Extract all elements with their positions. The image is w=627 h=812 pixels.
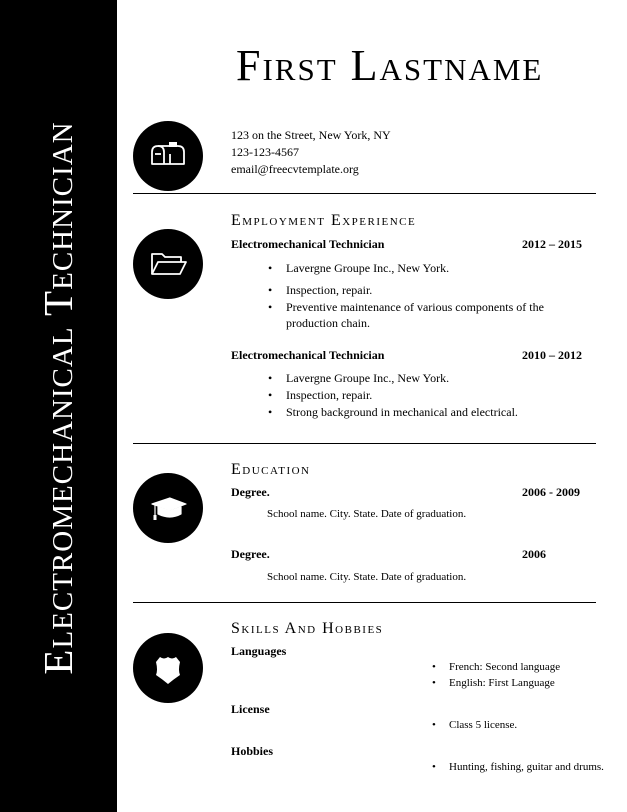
list-item: • English: First Language xyxy=(432,675,560,691)
education-degree: Degree. xyxy=(231,485,270,499)
shield-icon xyxy=(133,633,203,703)
divider xyxy=(133,443,596,444)
education-dates: 2006 - 2009 xyxy=(522,485,580,499)
list-item: • Strong background in mechanical and electrical. xyxy=(268,404,578,420)
page-title: First Lastname xyxy=(236,41,544,90)
divider xyxy=(133,602,596,603)
education-school: School name. City. State. Date of graduation. xyxy=(267,571,467,583)
job-details xyxy=(268,370,578,421)
skills-heading: Skills And Hobbies xyxy=(231,620,384,637)
education-heading: Education xyxy=(231,461,311,478)
mailbox-icon xyxy=(133,121,203,191)
contact-info xyxy=(231,127,391,178)
graduation-cap-icon xyxy=(133,473,203,543)
list-item: • Lavergne Groupe Inc., New York. xyxy=(268,260,578,276)
list-item: • Lavergne Groupe Inc., New York. xyxy=(268,370,578,386)
list-item: • Inspection, repair. xyxy=(268,387,578,403)
employment-heading: Employment Experience xyxy=(231,212,417,229)
skills-list xyxy=(432,759,604,775)
job-position: Electromechanical Technician xyxy=(231,348,385,362)
skills-group-label: Languages xyxy=(231,644,287,658)
list-item: • Inspection, repair. xyxy=(268,282,578,298)
contact-email: email@freecvtemplate.org xyxy=(231,162,359,176)
sidebar xyxy=(0,0,117,812)
list-item: • Preventive maintenance of various components of the production chain. xyxy=(268,299,578,331)
job-details xyxy=(268,260,578,332)
contact-address: 123 on the Street, New York, NY xyxy=(231,128,391,142)
skills-list xyxy=(432,717,517,733)
skills-list xyxy=(432,659,560,691)
skills-group-label: Hobbies xyxy=(231,744,274,758)
list-item: • Hunting, fishing, guitar and drums. xyxy=(432,759,604,775)
education-school: School name. City. State. Date of graduation. xyxy=(267,508,467,520)
education-degree: Degree. xyxy=(231,547,270,561)
list-item: • French: Second language xyxy=(432,659,560,675)
skills-group-label: License xyxy=(231,702,270,716)
folder-icon xyxy=(133,229,203,299)
list-item: • Class 5 license. xyxy=(432,717,517,733)
divider xyxy=(133,193,596,194)
job-dates: 2010 – 2012 xyxy=(522,348,582,362)
job-position: Electromechanical Technician xyxy=(231,237,385,251)
education-dates: 2006 xyxy=(522,547,546,561)
sidebar-title: Electromechanical Technician xyxy=(35,121,81,675)
contact-phone: 123-123-4567 xyxy=(231,145,299,159)
job-dates: 2012 – 2015 xyxy=(522,237,582,251)
